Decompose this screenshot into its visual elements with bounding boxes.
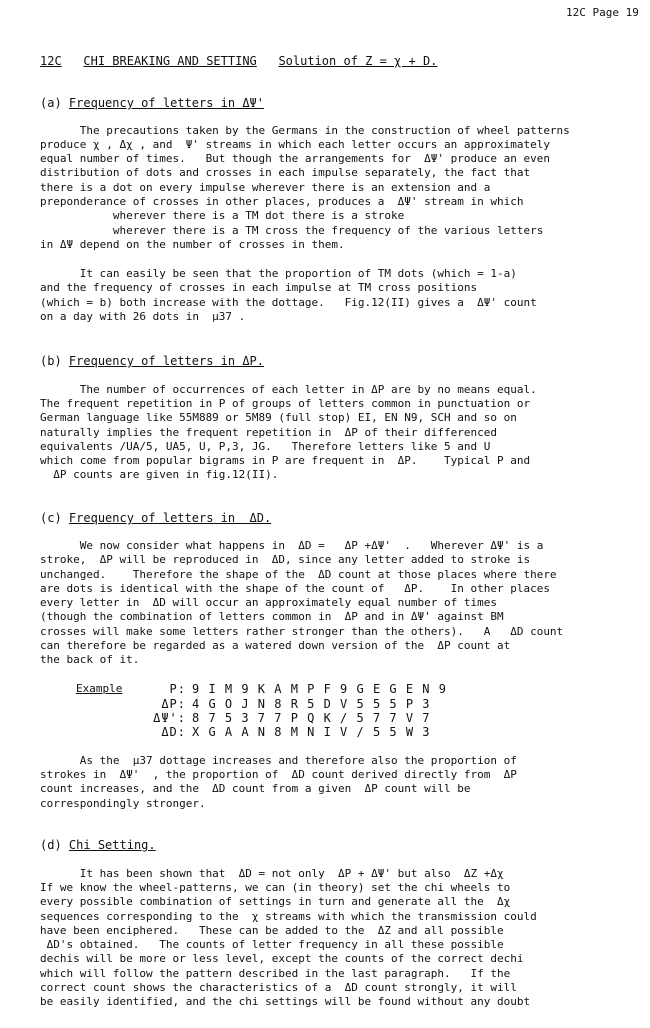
para-a1-line: The precautions taken by the Germans in the construction of wheel patterns <box>40 124 570 137</box>
para-d1-line: have been enciphered. These can be added to the ΔZ and all possible <box>40 924 504 937</box>
para-b1-line: ΔP counts are given in fig.12(II). <box>40 468 279 481</box>
section-subtitle: Solution of Z = χ + D. <box>278 54 438 68</box>
para-a2-line: It can easily be seen that the proportion of TM dots (which = 1-a) <box>40 267 517 280</box>
example-row-label: ΔD: <box>161 725 186 739</box>
para-a1-line: wherever there is a TM dot there is a stroke <box>40 209 405 222</box>
heading-c-prefix: (c) <box>40 511 62 525</box>
para-b1-line: German language like 55M889 or 5M89 (full stop) EI, EN N9, SCH and so on <box>40 411 517 424</box>
section-number: 12C <box>40 54 62 68</box>
example-row-label: ΔP: <box>161 697 186 711</box>
para-b1-line: The frequent repetition in P of groups of letters common in punctuation or <box>40 397 531 410</box>
example-row-label: ΔΨ': <box>153 711 186 725</box>
para-b1-line: which come from popular bigrams in P are frequent in ΔP. Typical P and <box>40 454 531 467</box>
para-c1-line: the back of it. <box>40 653 140 666</box>
para-a2-line: on a day with 26 dots in μ37 . <box>40 310 246 323</box>
heading-c-text: Frequency of letters in ΔD. <box>68 511 272 525</box>
running-head <box>40 54 437 68</box>
para-c1-line: unchanged. Therefore the shape of the ΔD count at those places where there <box>40 568 557 581</box>
heading-b-prefix: (b) <box>40 354 62 368</box>
para-d1-line: correct count shows the characteristics of a ΔD count strongly, it will <box>40 981 517 994</box>
heading-b <box>40 354 264 368</box>
heading-a-prefix: (a) <box>40 96 62 110</box>
para-b1-line: naturally implies the frequent repetition in ΔP of their differenced <box>40 426 497 439</box>
para-d1-line: dechis will be more or less level, except the counts of the correct dechi <box>40 952 524 965</box>
para-c1-line: are dots is identical with the shape of the count of ΔP. In other places <box>40 582 550 595</box>
para-d1-line: every possible combination of settings in turn and generate all the Δχ <box>40 895 511 908</box>
para-d1-line: ΔD's obtained. The counts of letter frequency in all these possible <box>40 938 504 951</box>
para-c2-line: As the μ37 dottage increases and therefore also the proportion of <box>40 754 517 767</box>
example-label: Example <box>76 682 123 695</box>
para-b1-line: The number of occurrences of each letter in ΔP are by no means equal. <box>40 383 537 396</box>
heading-a-text: Frequency of letters in ΔΨ' <box>68 96 264 110</box>
example-row-text: X G A A N 8 M N I V / 5 5 W 3 <box>192 725 431 739</box>
para-c2-line: count increases, and the ΔD count from a given ΔP count will be <box>40 782 471 795</box>
para-a1-line: equal number of times. But though the arrangements for ΔΨ' produce an even <box>40 152 550 165</box>
para-d1-line: be easily identified, and the chi settings will be found without any doubt <box>40 995 531 1008</box>
section-title: CHI BREAKING AND SETTING <box>83 54 257 68</box>
para-d1-line: It has been shown that ΔD = not only ΔP + ΔΨ' but also ΔZ +Δχ <box>40 867 504 880</box>
para-c2-line: strokes in ΔΨ' , the proportion of ΔD count derived directly from ΔP <box>40 768 517 781</box>
para-b1-line: equivalents /UA/5, UA5, U, P,3, JG. Therefore letters like 5 and U <box>40 440 491 453</box>
para-a1-line: in ΔΨ depend on the number of crosses in them. <box>40 238 345 251</box>
para-d1-line: which will follow the pattern described in the last paragraph. If the <box>40 967 511 980</box>
para-c1-line: We now consider what happens in ΔD = ΔP +ΔΨ' . Wherever ΔΨ' is a <box>40 539 544 552</box>
para-c1-line: stroke, ΔP will be reproduced in ΔD, since any letter added to stroke is <box>40 553 531 566</box>
heading-c <box>40 511 271 525</box>
para-a1-line: there is a dot on every impulse wherever there is an extension and a <box>40 181 491 194</box>
para-c2-line: correspondingly stronger. <box>40 797 206 810</box>
para-a1-line: distribution of dots and crosses in each impulse separately, the fact that <box>40 166 531 179</box>
para-a1-line: produce χ , Δχ , and Ψ' streams in which each letter occurs an approximately <box>40 138 550 151</box>
heading-d-text: Chi Setting. <box>68 838 156 852</box>
heading-a <box>40 96 264 110</box>
para-a2-line: and the frequency of crosses in each impulse at TM cross positions <box>40 281 478 294</box>
heading-b-text: Frequency of letters in ΔP. <box>68 354 264 368</box>
para-d1-line: sequences corresponding to the χ streams with which the transmission could <box>40 910 537 923</box>
para-c1-line: every letter in ΔD will occur an approximately equal number of times <box>40 596 497 609</box>
para-d1-line: If we know the wheel-patterns, we can (in theory) set the chi wheels to <box>40 881 511 894</box>
para-c1-line: crosses will make some letters rather stronger than the others). A ΔD count <box>40 625 564 638</box>
para-a1-line: preponderance of crosses in other places, produces a ΔΨ' stream in which <box>40 195 524 208</box>
example-row-label: P: <box>169 682 186 696</box>
heading-d <box>40 838 156 852</box>
para-a2-line: (which = b) both increase with the dottage. Fig.12(II) gives a ΔΨ' count <box>40 296 537 309</box>
example-row-text: 4 G O J N 8 R 5 D V 5 5 5 P 3 <box>192 697 431 711</box>
example-row-text: 9 I M 9 K A M P F 9 G E G E N 9 <box>192 682 447 696</box>
example-row-text: 8 7 5 3 7 7 P Q K / 5 7 7 V 7 <box>192 711 431 725</box>
heading-d-prefix: (d) <box>40 838 62 852</box>
para-c1-line: can therefore be regarded as a watered down version of the ΔP count at <box>40 639 511 652</box>
para-c1-line: (though the combination of letters common in ΔP and in ΔΨ' against BM <box>40 610 504 623</box>
para-a1-line: wherever there is a TM cross the frequency of the various letters <box>40 224 544 237</box>
page-label: 12C Page 19 <box>566 6 639 19</box>
